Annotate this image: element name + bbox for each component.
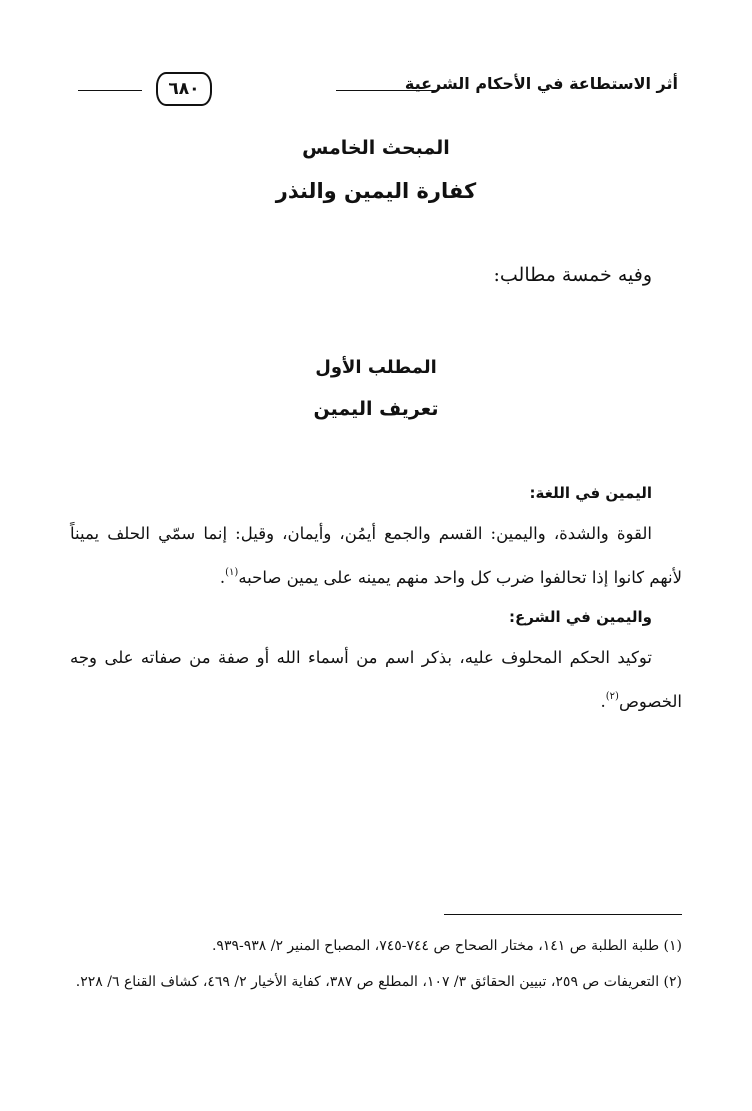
section-title: المبحث الخامس	[302, 137, 450, 159]
footnote-divider	[444, 914, 682, 915]
matlab-title: المطلب الأول	[315, 357, 437, 378]
footnote-ref-1[interactable]: (١)	[225, 567, 239, 578]
footnote-2: (٢) التعريفات ص ٢٥٩، تبيين الحقائق ٣/ ١٠٧، المطلع ص ٣٨٧، كفاية الأخيار ٢/ ٤٦٩، كشاف القناع ٦/ ٢٢٨.	[75, 974, 682, 990]
lugha-paragraph	[70, 512, 682, 600]
shar-text: توكيد الحكم المحلوف عليه، بذكر اسم من أسماء الله أو صفة من صفاته على وجه الخصوص	[70, 648, 682, 711]
lugha-end: .	[219, 568, 226, 587]
footnote-ref-2[interactable]: (٢)	[605, 691, 619, 702]
lugha-text: القوة والشدة، واليمين: القسم والجمع أيمُن، وأيمان، وقيل: إنما سمّي الحلف يميناً لأنهم كانوا إذا تحالفوا ضرب كل واحد منهم يمينه على يمين صاحبه	[70, 524, 682, 587]
shar-paragraph	[70, 636, 682, 724]
page-header	[78, 70, 678, 106]
footnote-1: (١) طلبة الطلبة ص ١٤١، مختار الصحاح ص ٧٤٤-٧٤٥، المصباح المنير ٢/ ٩٣٨-٩٣٩.	[211, 938, 682, 954]
section-subtitle: كفارة اليمين والنذر	[275, 179, 477, 203]
matlab-subtitle: تعريف اليمين	[313, 398, 439, 420]
section-intro: وفيه خمسة مطالب:	[493, 264, 652, 286]
page-number: ٦٨٠	[156, 72, 212, 106]
lugha-label: اليمين في اللغة:	[529, 484, 652, 502]
shar-end: .	[600, 692, 606, 711]
header-rule-left	[78, 90, 142, 91]
shar-label: واليمين في الشرع:	[509, 608, 652, 626]
header-rule-right	[336, 90, 436, 91]
running-title: أثر الاستطاعة في الأحكام الشرعية	[404, 74, 678, 93]
